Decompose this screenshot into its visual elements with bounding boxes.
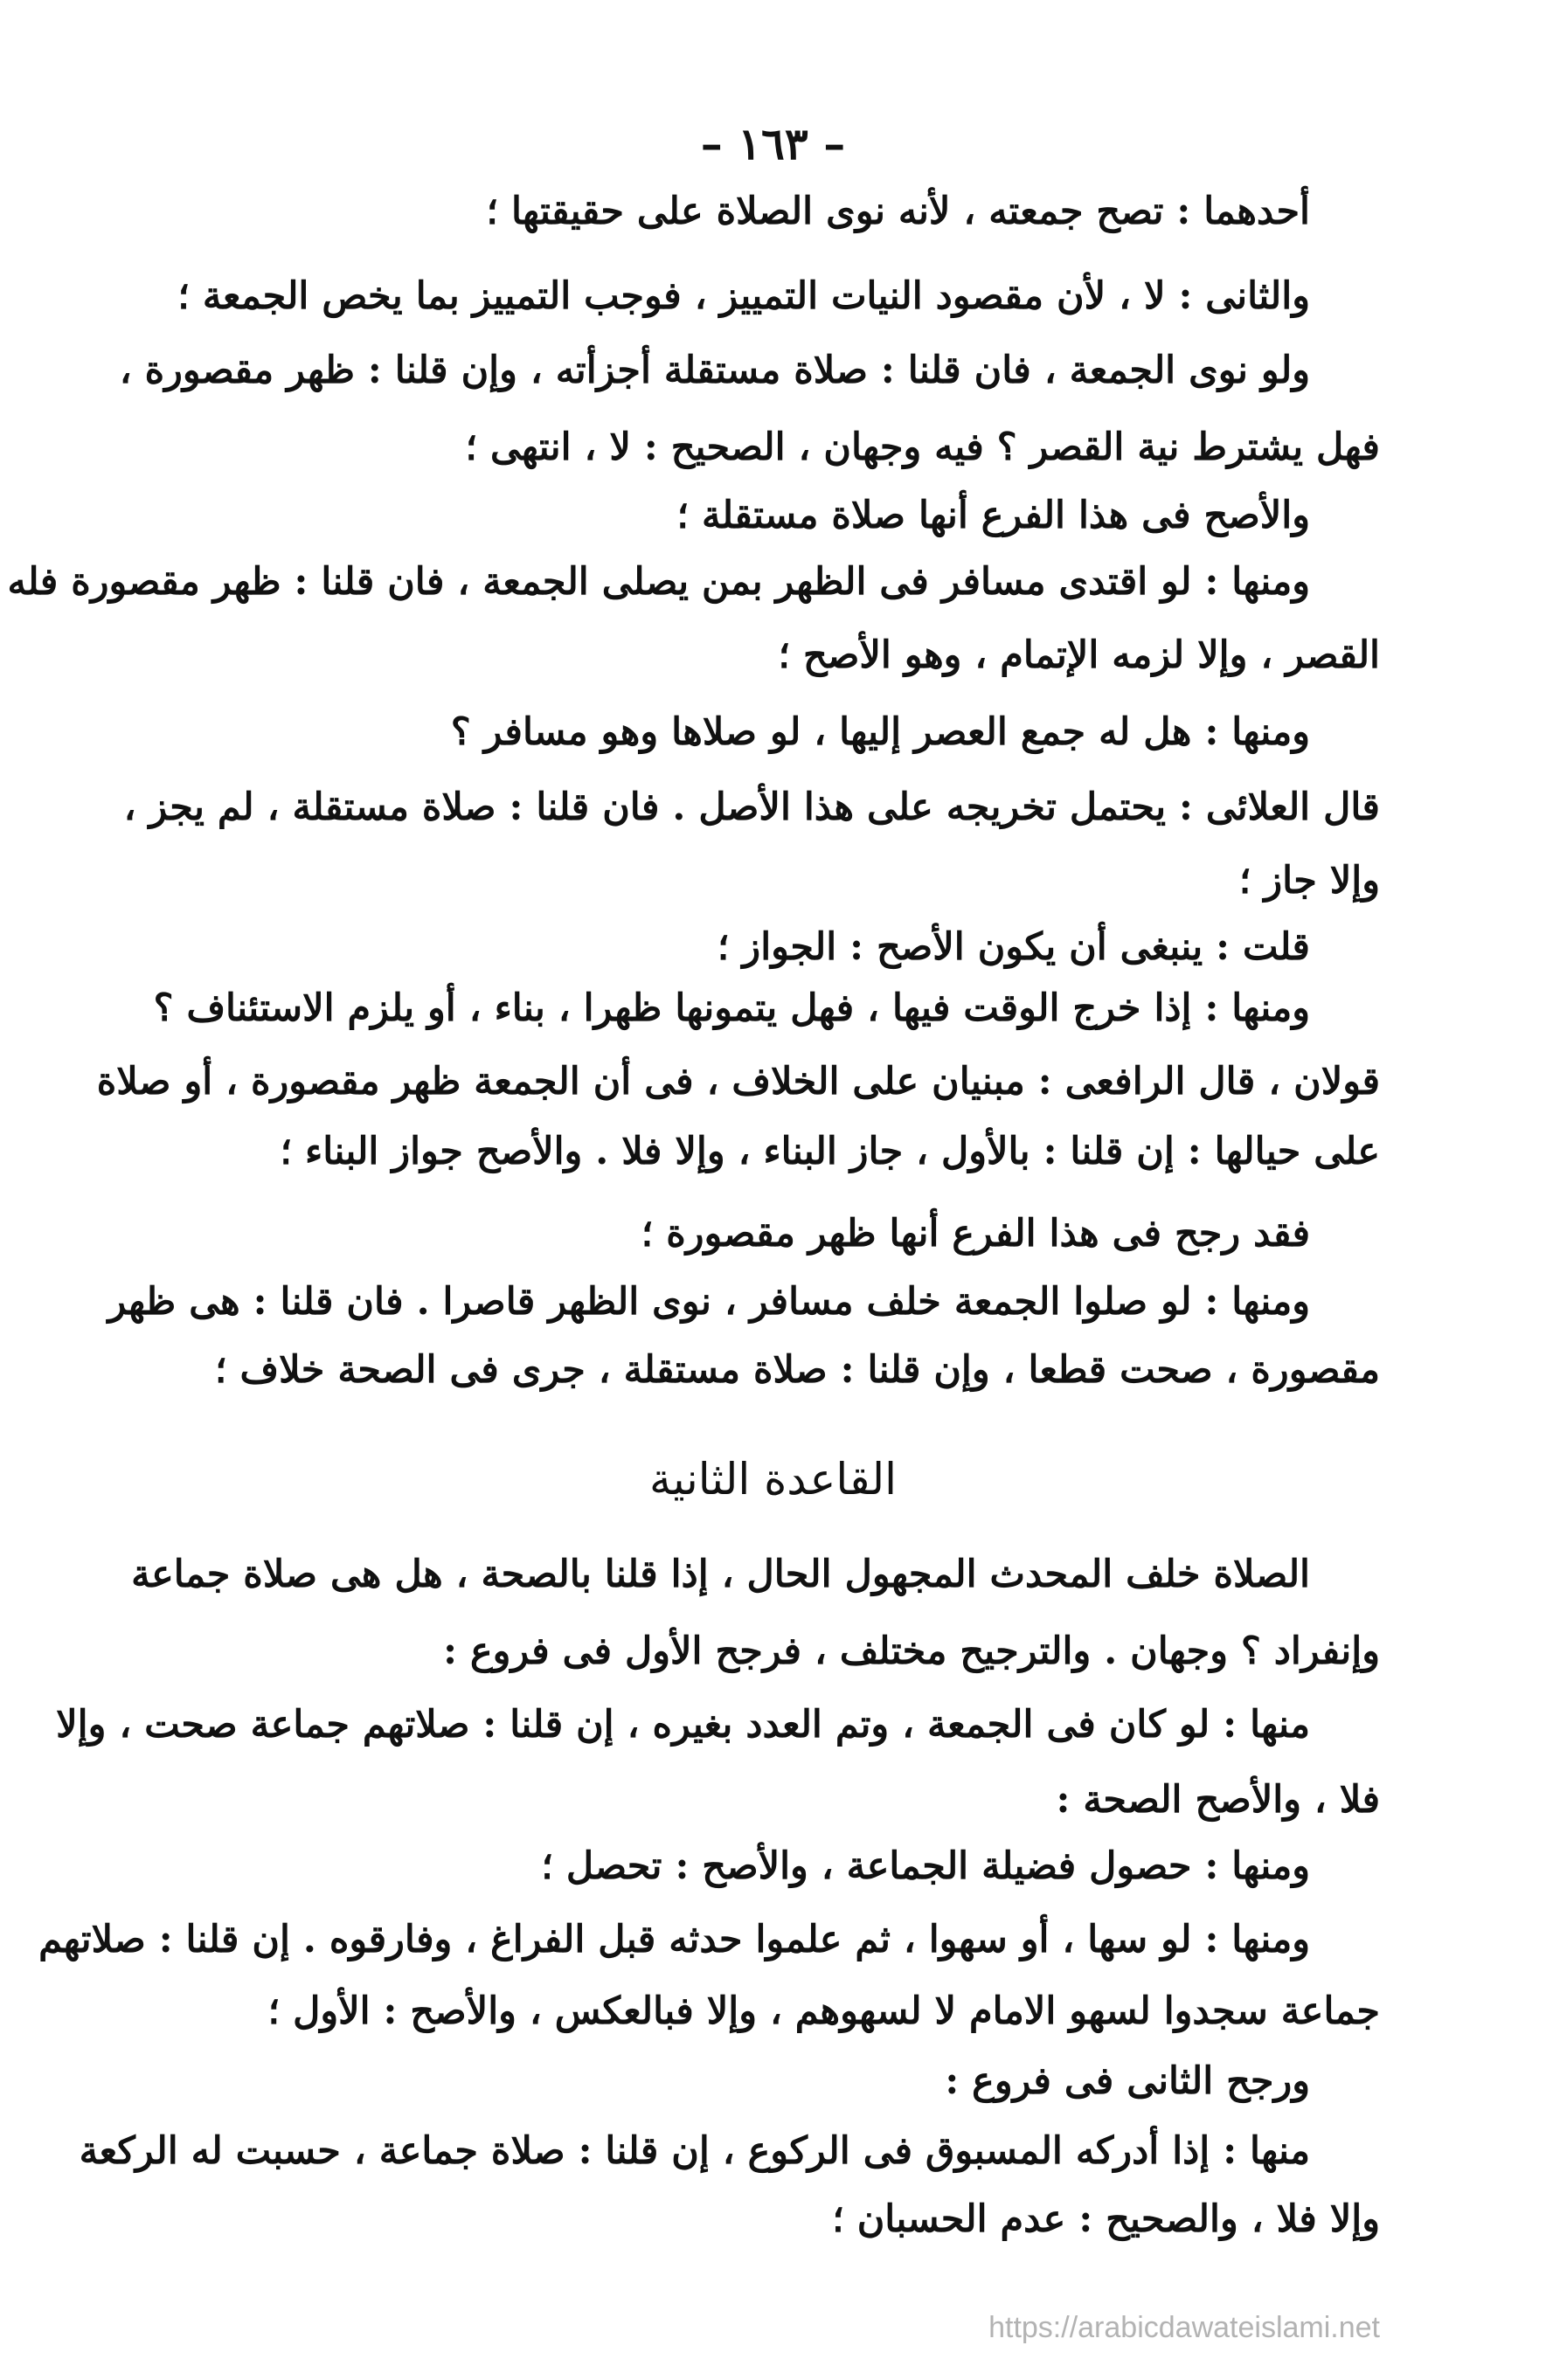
text-line: ومنها : لو اقتدى مسافر فى الظهر بمن يصلى الجمعة ، فان قلنا : ظهر مقصورة فله (7, 560, 1310, 604)
text-line: فهل يشترط نية القصر ؟ فيه وجهان ، الصحيح : لا ، انتهى ؛ (465, 425, 1380, 469)
text-line: وإنفراد ؟ وجهان . والترجيح مختلف ، فرجح الأول فى فروع : (443, 1629, 1380, 1673)
text-line: وإلا فلا ، والصحيح : عدم الحسبان ؛ (832, 2197, 1380, 2241)
text-line: والأصح فى هذا الفرع أنها صلاة مستقلة ؛ (676, 494, 1310, 537)
text-line: ومنها : هل له جمع العصر إليها ، لو صلاها وهو مسافر ؟ (450, 710, 1310, 754)
text-line: منها : لو كان فى الجمعة ، وتم العدد بغيره ، إن قلنا : صلاتهم جماعة صحت ، وإلا (56, 1703, 1310, 1747)
section-heading: القاعدة الثانية (648, 1454, 898, 1505)
text-line: فلا ، والأصح الصحة : (1056, 1778, 1380, 1822)
text-line: مقصورة ، صحت قطعا ، وإن قلنا : صلاة مستقلة ، جرى فى الصحة خلاف ؛ (214, 1348, 1380, 1392)
text-line: منها : إذا أدركه المسبوق فى الركوع ، إن قلنا : صلاة جماعة ، حسبت له الركعة (79, 2129, 1310, 2173)
text-line: والثانى : لا ، لأن مقصود النيات التمييز ، فوجب التمييز بما يخص الجمعة ؛ (177, 274, 1310, 318)
text-line: ومنها : لو صلوا الجمعة خلف مسافر ، نوى الظهر قاصرا . فان قلنا : هى ظهر (107, 1280, 1310, 1324)
text-line: ورجح الثانى فى فروع : (945, 2059, 1310, 2103)
text-line: وإلا جاز ؛ (1238, 859, 1380, 903)
text-line: أحدهما : تصح جمعته ، لأنه نوى الصلاة على حقيقتها ؛ (486, 190, 1310, 233)
text-line: جماعة سجدوا لسهو الامام لا لسهوهم ، وإلا فبالعكس ، والأصح : الأول ؛ (267, 1989, 1380, 2033)
text-line: الصلاة خلف المحدث المجهول الحال ، إذا قلنا بالصحة ، هل هى صلاة جماعة (131, 1553, 1310, 1596)
text-line: ومنها : حصول فضيلة الجماعة ، والأصح : تحصل ؛ (541, 1844, 1310, 1888)
page-number: – ١٦٣ – (700, 118, 846, 170)
text-line: قولان ، قال الرافعى : مبنيان على الخلاف ، فى أن الجمعة ظهر مقصورة ، أو صلاة (96, 1060, 1380, 1104)
text-line: القصر ، وإلا لزمه الإتمام ، وهو الأصح ؛ (778, 633, 1380, 677)
text-line: قلت : ينبغى أن يكون الأصح : الجواز ؛ (717, 925, 1310, 969)
text-line: على حيالها : إن قلنا : بالأول ، جاز البناء ، وإلا فلا . والأصح جواز البناء ؛ (280, 1130, 1380, 1173)
watermark-url: https://arabicdawateislami.net (988, 2311, 1380, 2344)
text-line: ومنها : إذا خرج الوقت فيها ، فهل يتمونها ظهرا ، بناء ، أو يلزم الاستئناف ؟ (153, 986, 1310, 1030)
text-line: ولو نوى الجمعة ، فان قلنا : صلاة مستقلة أجزأته ، وإن قلنا : ظهر مقصورة ، (119, 349, 1310, 392)
text-line: فقد رجح فى هذا الفرع أنها ظهر مقصورة ؛ (641, 1212, 1310, 1256)
text-line: ومنها : لو سها ، أو سهوا ، ثم علموا حدثه قبل الفراغ ، وفارقوه . إن قلنا : صلاتهم (38, 1918, 1310, 1961)
text-line: قال العلائى : يحتمل تخريجه على هذا الأصل . فان قلنا : صلاة مستقلة ، لم يجز ، (123, 785, 1380, 829)
